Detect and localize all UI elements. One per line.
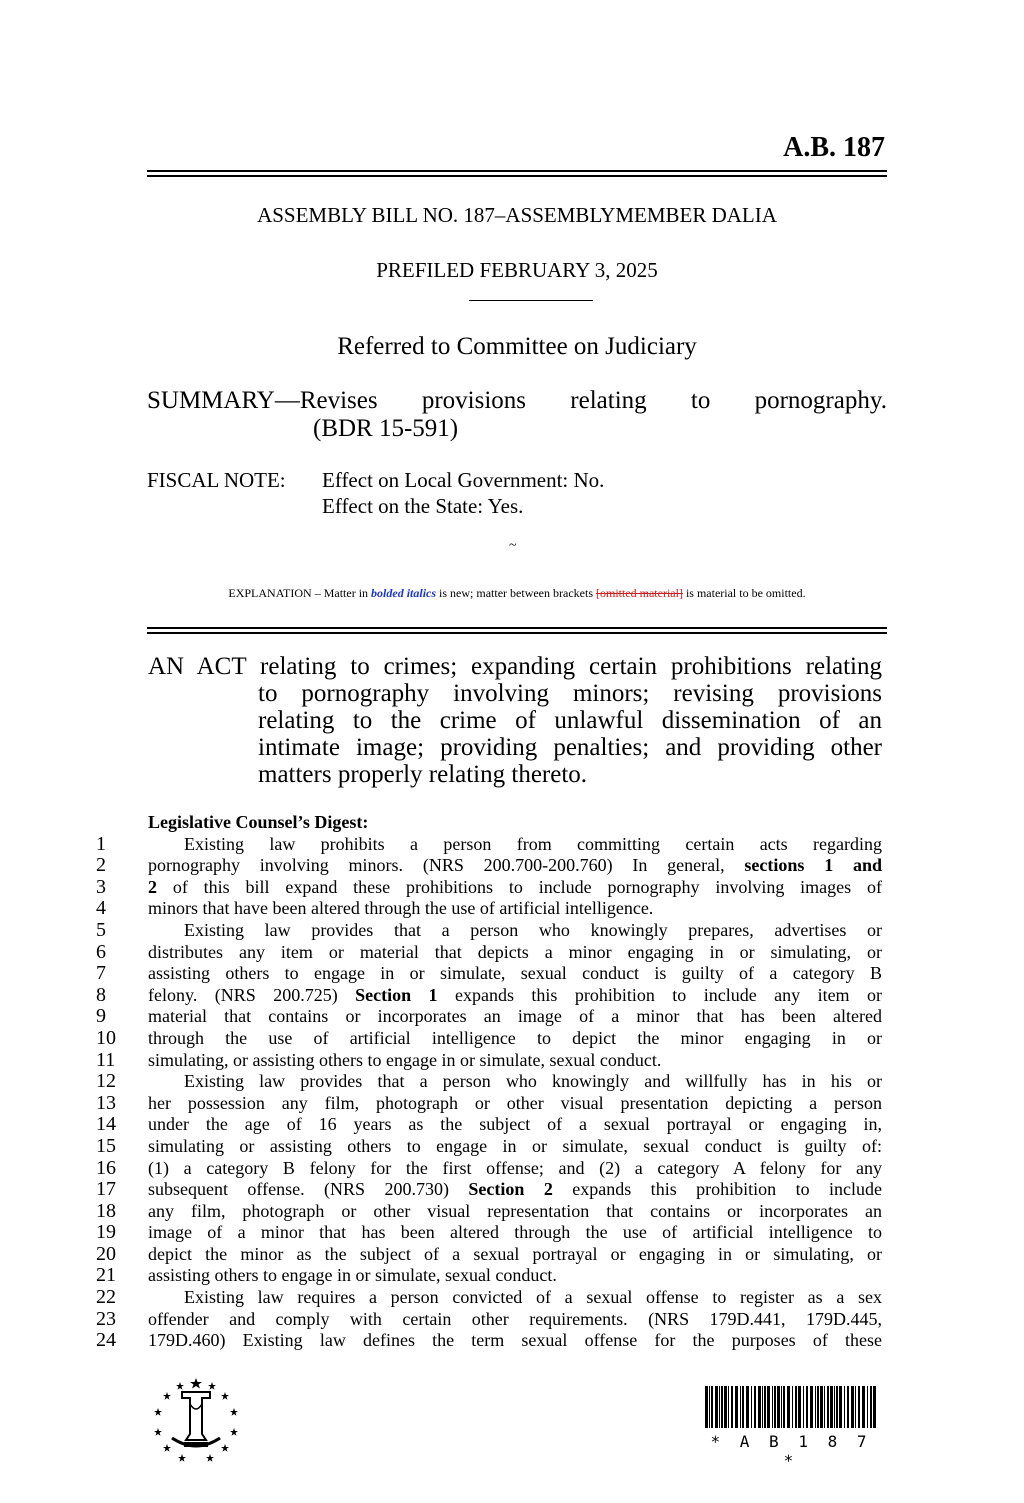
digest-text: any film, photograph or other visual representation that contains or incorporates an (148, 1200, 882, 1221)
digest-line (96, 1329, 882, 1352)
digest-text: offender and comply with certain other requirements. (NRS 179D.441, 179D.445, (148, 1308, 882, 1329)
digest-line (96, 940, 882, 964)
digest-lines (96, 832, 883, 1352)
tilde-mark: ~ (509, 538, 517, 553)
barcode-icon (705, 1386, 877, 1428)
digest-text: expands this prohibition to include (552, 1179, 882, 1200)
act-title (148, 653, 882, 788)
digest-line (96, 1242, 882, 1266)
digest-line (96, 918, 882, 942)
digest-line (96, 875, 882, 899)
digest-text: of this bill expand these prohibitions to include pornography involving images of (157, 876, 882, 897)
double-rule-top (147, 170, 887, 172)
double-rule-top-2 (147, 175, 887, 177)
summary-bdr: (BDR 15-591) (313, 415, 459, 442)
fiscal-state: Effect on the State: Yes. (322, 494, 524, 518)
digest-text: Existing law provides that a person who knowingly prepares, advertises or (184, 919, 882, 940)
digest-line (96, 1026, 882, 1050)
digest-heading: Legislative Counsel’s Digest: (148, 812, 369, 832)
digest-line (96, 897, 882, 920)
explanation-new: bolded italics (371, 586, 437, 600)
line-number: 16 (96, 1156, 116, 1179)
line-number: 5 (96, 918, 106, 941)
line-number: 3 (96, 875, 106, 898)
digest-text: assisting others to engage in or simulate, sexual conduct. (148, 1265, 557, 1286)
digest-text: her possession any film, photograph or other visual presentation depicting a person (148, 1092, 882, 1113)
summary-label: SUMMARY—Revises (147, 387, 378, 414)
digest-line (96, 1134, 882, 1158)
summary-word: relating (570, 387, 647, 414)
barcode-text: * A B 1 8 7 * (710, 1432, 872, 1470)
line-number: 9 (96, 1005, 106, 1028)
digest-line (96, 1199, 882, 1223)
act-line: relating to the crime of unlawful dissemination of an (258, 707, 882, 734)
digest-line (96, 1048, 882, 1072)
summary-word: provisions (421, 387, 527, 414)
digest-text: material that contains or incorporates an image of a minor that has been altered (148, 1006, 882, 1027)
line-number: 13 (96, 1091, 116, 1114)
line-number: 10 (96, 1026, 116, 1049)
short-rule (469, 300, 593, 301)
fiscal-note (147, 467, 604, 519)
double-rule-mid-2 (147, 632, 887, 634)
line-number: 18 (96, 1199, 116, 1222)
explanation-suffix: is material to be omitted. (682, 586, 806, 600)
referred-committee: Referred to Committee on Judiciary (337, 333, 697, 360)
digest-text: felony. (NRS 200.725) (148, 984, 356, 1005)
digest-text: under the age of 16 years as the subject of a sexual portrayal or engaging in, (148, 1114, 882, 1135)
line-number: 23 (96, 1307, 116, 1330)
digest-line (96, 1264, 882, 1287)
digest-text: Existing law requires a person convicted of a sexual offense to register as a sex (184, 1287, 882, 1308)
line-number: 17 (96, 1178, 116, 1201)
digest-text: depict the minor as the subject of a sexual portrayal or engaging in or simulating, or (148, 1243, 882, 1264)
prefiled-date: PREFILED FEBRUARY 3, 2025 (376, 258, 658, 282)
line-number: 20 (96, 1242, 116, 1265)
line-number: 4 (96, 897, 106, 920)
line-number: 15 (96, 1134, 116, 1157)
digest-text: through the use of artificial intelligence to depict the minor engaging in or (148, 1027, 882, 1048)
digest-line (96, 1286, 882, 1309)
explanation (147, 586, 887, 601)
digest-text: Existing law prohibits a person from committing certain acts regarding (184, 833, 882, 854)
fiscal-label: FISCAL NOTE: (147, 468, 286, 492)
digest-text: distributes any item or material that depicts a minor engaging in or simulating, or (148, 941, 882, 962)
digest-text: minors that have been altered through the use of artificial intelligence. (148, 898, 654, 919)
line-number: 24 (96, 1329, 116, 1352)
digest-line (96, 1178, 882, 1201)
digest-text: simulating, or assisting others to engage in or simulate, sexual conduct. (148, 1049, 662, 1070)
line-number: 7 (96, 962, 106, 985)
digest-bold-text: sections 1 and (744, 855, 883, 876)
line-number: 2 (96, 854, 106, 877)
line-number: 21 (96, 1264, 116, 1287)
line-number: 1 (96, 832, 106, 855)
summary-word: to (690, 387, 711, 414)
line-number: 22 (96, 1286, 116, 1309)
line-number: 12 (96, 1070, 116, 1093)
digest-line (96, 1221, 882, 1244)
digest-bold-text: Section 1 (355, 984, 438, 1005)
line-number: 19 (96, 1221, 116, 1244)
digest-bold-text: Section 2 (468, 1179, 553, 1200)
act-line: to pornography involving minors; revising provisions (258, 680, 882, 707)
digest-bold-text: 2 (148, 876, 157, 897)
digest-text: subsequent offense. (NRS 200.730) (148, 1179, 469, 1200)
summary (147, 387, 887, 443)
fiscal-local: Effect on Local Government: No. (322, 468, 605, 492)
digest-line (96, 962, 882, 985)
digest-line (96, 854, 883, 877)
line-number: 11 (96, 1048, 116, 1071)
summary-word: pornography. (754, 387, 887, 414)
digest-line (96, 1091, 882, 1115)
digest-text: (1) a category B felony for the first offense; and (2) a category A felony for any (148, 1157, 882, 1178)
line-number: 6 (96, 940, 106, 963)
digest-line (96, 1070, 882, 1093)
line-number: 14 (96, 1113, 116, 1136)
digest-line (96, 1307, 882, 1331)
digest-line (96, 983, 882, 1007)
digest-line (96, 1156, 882, 1180)
digest-text: Existing law provides that a person who knowingly and willfully has in his or (184, 1071, 882, 1092)
state-seal-icon (150, 1374, 242, 1466)
digest-text: assisting others to engage in or simulate, sexual conduct is guilty of a category B (148, 963, 882, 984)
digest-line (96, 1005, 882, 1028)
double-rule-mid (147, 627, 887, 629)
explanation-prefix: EXPLANATION – Matter in (228, 586, 372, 600)
digest-text: expands this prohibition to include any item or (437, 984, 882, 1005)
digest-text: simulating or assisting others to engage in or simulate, sexual conduct is guilty of: (148, 1135, 882, 1156)
explanation-omit: [omitted material] (595, 586, 683, 600)
bill-title-line: ASSEMBLY BILL NO. 187–ASSEMBLYMEMBER DALIA (257, 203, 777, 227)
digest-text: 179D.460) Existing law defines the term sexual offense for the purposes of these (148, 1330, 882, 1351)
digest (96, 812, 883, 1352)
act-line: matters properly relating thereto. (258, 761, 588, 788)
digest-line (96, 832, 882, 856)
explanation-middle: is new; matter between brackets (436, 586, 596, 600)
bill-id: A.B. 187 (783, 132, 885, 163)
digest-text: pornography involving minors. (NRS 200.700-200.760) In general, (148, 855, 745, 876)
act-line: intimate image; providing penalties; and providing other (258, 734, 882, 761)
digest-text: image of a minor that has been altered through the use of artificial intelligence to (148, 1222, 882, 1243)
line-number: 8 (96, 983, 106, 1006)
digest-line (96, 1113, 882, 1136)
act-line: AN ACT relating to crimes; expanding certain prohibitions relating (148, 653, 882, 680)
